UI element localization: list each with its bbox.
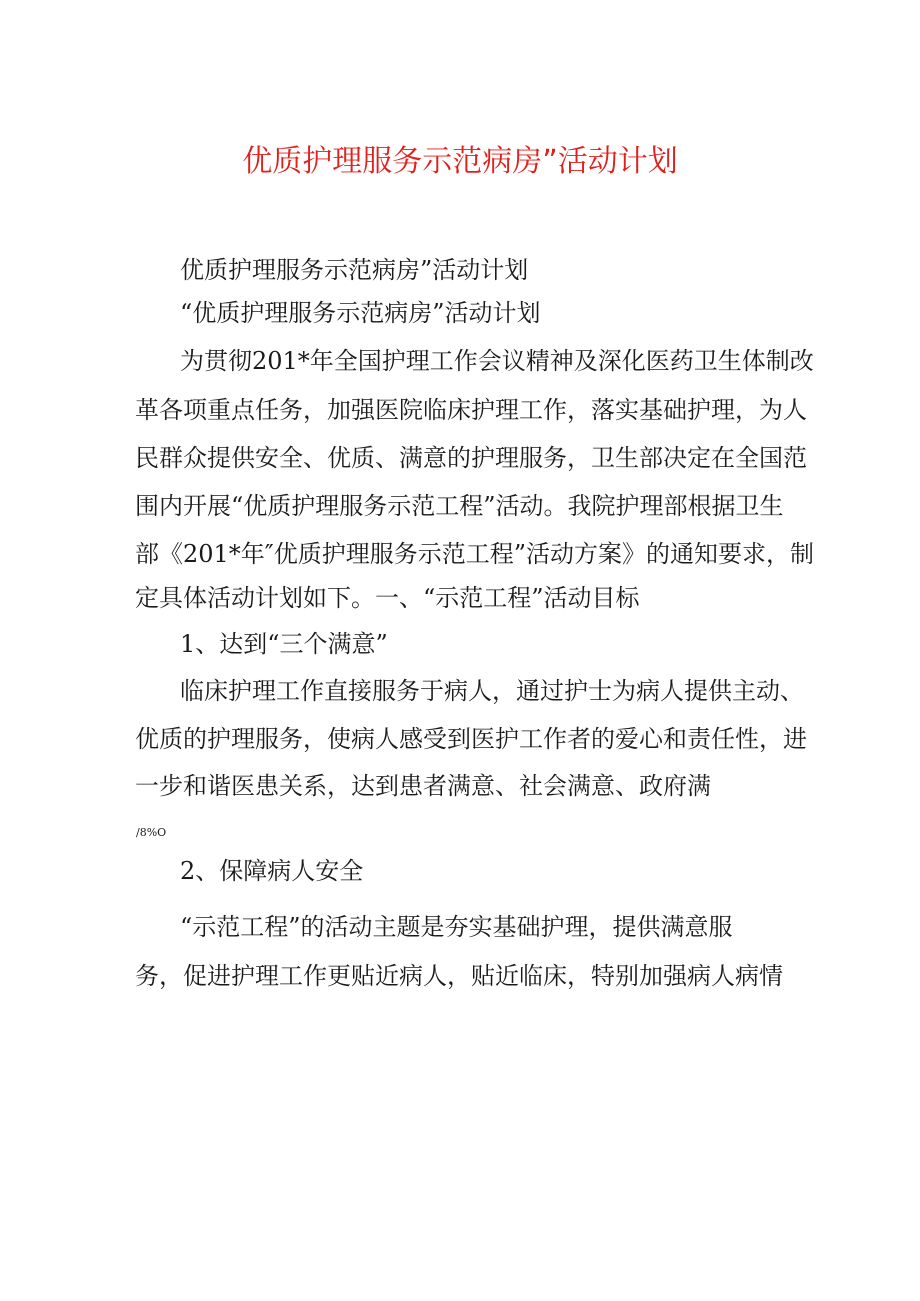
paragraph-line: 民群众提供安全、优质、满意的护理服务，卫生部决定在全国范 [135,444,807,472]
paragraph-line: 定具体活动计划如下。一、“示范工程”活动目标 [135,584,640,612]
paragraph-line: 优质的护理服务，使病人感受到医护工作者的爱心和责任性，进 [135,725,807,753]
paragraph-line: 部《201*年″优质护理服务示范工程”活动方案》的通知要求，制 [135,540,815,568]
paragraph-line: 务，促进护理工作更贴近病人，贴近临床，特别加强病人病情 [135,962,783,990]
list-item: 1、达到“三个满意” [180,630,388,658]
document-title: 优质护理服务示范病房”活动计划 [242,144,678,179]
paragraph-line: 临床护理工作直接服务于病人，通过护士为病人提供主动、 [180,677,804,705]
list-item: 2、保障病人安全 [180,857,364,885]
paragraph-line: 优质护理服务示范病房”活动计划 [180,256,529,284]
paragraph-line: 革各项重点任务，加强医院临床护理工作，落实基础护理，为人 [135,396,807,424]
garbled-fragment: /8%O [136,826,167,839]
paragraph-line: “优质护理服务示范病房”活动计划 [180,299,541,327]
paragraph-line: 围内开展“优质护理服务示范工程”活动。我院护理部根据卫生 [135,492,784,520]
paragraph-line: 一步和谐医患关系，达到患者满意、社会满意、政府满 [135,772,711,800]
paragraph-line: 为贯彻201*年全国护理工作会议精神及深化医药卫生体制改 [180,347,814,375]
paragraph-line: “示范工程”的活动主题是夯实基础护理，提供满意服 [180,913,733,941]
